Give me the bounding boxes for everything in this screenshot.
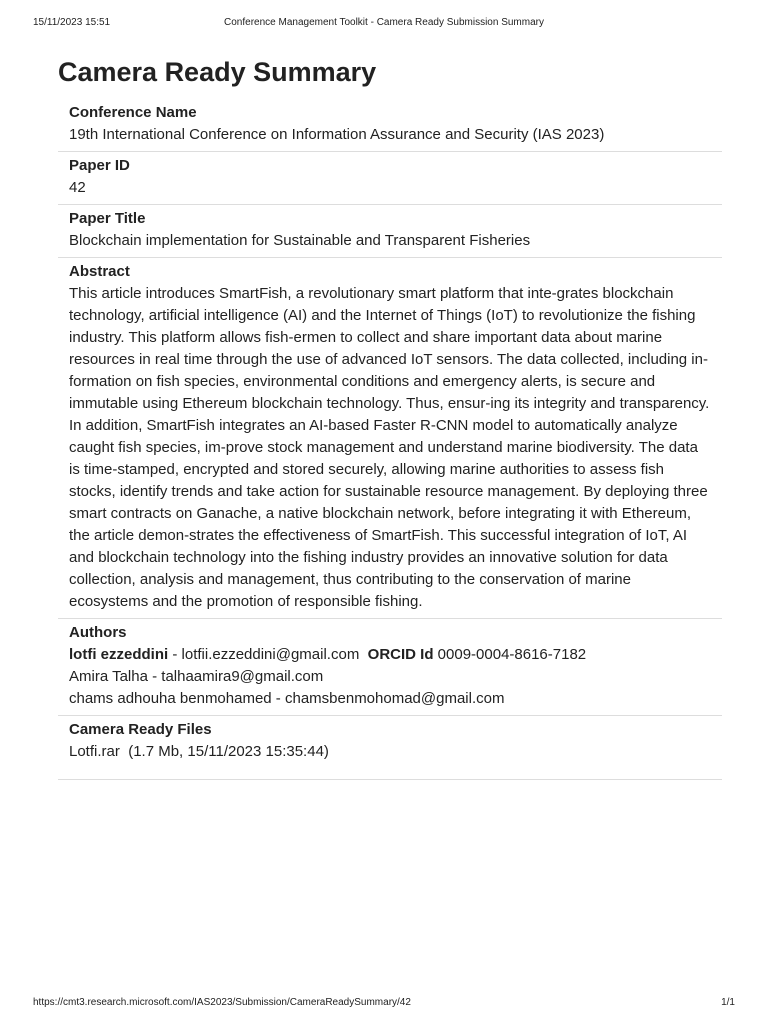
camera-ready-files-label: Camera Ready Files <box>69 721 212 738</box>
camera-ready-file-name[interactable]: Lotfi.rar <box>69 743 120 760</box>
camera-ready-files-row <box>58 716 722 780</box>
summary-page <box>58 55 722 780</box>
author-name: Amira Talha <box>69 668 148 685</box>
paper-title-row <box>58 205 722 258</box>
camera-ready-file-info: (1.7 Mb, 15/11/2023 15:35:44) <box>128 743 329 760</box>
author-separator: - <box>271 690 285 707</box>
summary-table <box>58 99 722 780</box>
paper-id-label: Paper ID <box>69 157 130 174</box>
author-separator: - <box>147 668 162 685</box>
author-email: chamsbenmohomad@gmail.com <box>284 690 505 707</box>
author-separator: - <box>168 646 182 663</box>
conference-value: 19th International Conference on Information Assurance and Security (IAS 2023) <box>69 126 605 143</box>
camera-ready-file-entry <box>69 741 711 763</box>
author-entry <box>69 688 711 710</box>
author-entry <box>69 666 711 688</box>
print-footer <box>33 997 735 1009</box>
abstract-row <box>58 258 722 619</box>
author-email: talhaamira9@gmail.com <box>161 668 324 685</box>
paper-id-row <box>58 152 722 205</box>
conference-row <box>58 99 722 152</box>
page-count: 1/1 <box>721 997 735 1008</box>
abstract-text: This article introduces SmartFish, a revolutionary smart platform that inte-grates blockchain technology, artificial intelligence (AI) and the Internet of Things (IoT) to revolutionize the fishing industry. This platform allows fish-ermen to collect and share important data about marine resources in real time through the use of advanced IoT sensors. The data collected, including in-formation on fish species, environmental conditions and emergency alerts, is secure and immutable using Ethereum blockchain technology. Thus, ensur-ing its integrity and transparency. In addition, SmartFish integrates an AI-based Faster R-CNN model to automatically analyze caught fish species, im-prove stock management and understand marine biodiversity. The data is time-stamped, encrypted and stored securely, allowing marine authorities to assess fish stocks, identify trends and take action for sustainable resource management. By deploying three smart contracts on Ganache, a native blockchain network, before integrating it with Ethereum, the article demon-strates the effectiveness of SmartFish. This successful integration of IoT, AI and blockchain technology into the fishing industry provides an innovative solution for data collection, analysis and management, thus contributing to the conservation of marine ecosystems and the promotion of responsible fishing. <box>69 285 710 610</box>
author-entry <box>69 644 711 666</box>
print-date: 15/11/2023 15:51 <box>33 17 111 28</box>
author-name: chams adhouha benmohamed <box>69 690 272 707</box>
authors-label: Authors <box>69 624 127 641</box>
author-name: lotfi ezzeddini <box>69 646 169 663</box>
page-url: https://cmt3.research.microsoft.com/IAS2023/Submission/CameraReadySummary/42 <box>33 997 411 1008</box>
orcid-value: 0009-0004-8616-7182 <box>437 646 587 663</box>
orcid-label: ORCID Id <box>367 646 434 663</box>
conference-label: Conference Name <box>69 104 197 121</box>
authors-row <box>58 619 722 716</box>
page-title: Camera Ready Summary <box>58 57 377 87</box>
abstract-label: Abstract <box>69 263 130 280</box>
paper-title-value: Blockchain implementation for Sustainable and Transparent Fisheries <box>69 232 531 249</box>
author-email: lotfii.ezzeddini@gmail.com <box>181 646 360 663</box>
print-header <box>33 17 735 29</box>
paper-id-value: 42 <box>69 179 86 196</box>
print-document-title: Conference Management Toolkit - Camera Ready Submission Summary <box>224 17 544 28</box>
paper-title-label: Paper Title <box>69 210 146 227</box>
